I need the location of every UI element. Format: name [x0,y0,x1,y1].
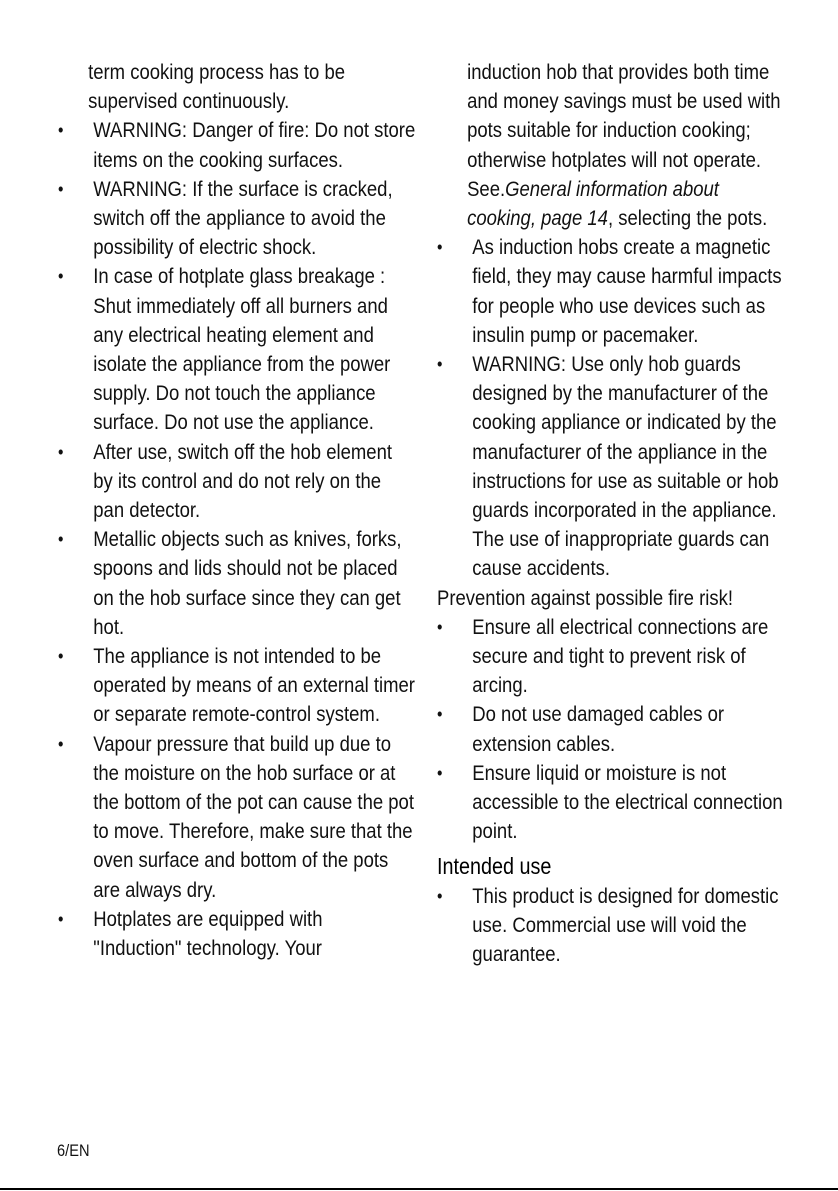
list-item-text: WARNING: Danger of fire: Do not store items on the cooking surfaces. [93,118,416,172]
list-item-text: In case of hotplate glass breakage : Shut immediately off all burners and any electrical heating element and isolate the appliance from the power supply. Do not touch the appliance surface. Do not use the appliance. [93,264,391,435]
bullet-icon: • [58,441,64,462]
bullet-icon: • [437,885,443,906]
list-item [58,905,416,963]
bullet-icon: • [58,733,64,754]
bullet-icon: • [437,237,443,258]
list-item [437,233,791,350]
left-column [58,58,416,963]
list-item-text: Vapour pressure that build up due to the moisture on the hob surface or at the bottom of the pot can cause the pot to move. Therefore, make sure that the oven surface and bottom of the pots are always dry. [93,731,414,902]
bullet-icon: • [437,762,443,783]
list-item-text: Ensure liquid or moisture is not accessible to the electrical connection point. [472,760,783,844]
list-item [437,700,791,758]
bullet-icon: • [437,704,443,725]
list-item-text: As induction hobs create a magnetic field, they may cause harmful impacts for people who use devices such as insulin pump or pacemaker. [472,235,782,347]
list-item-text: Do not use damaged cables or extension cables. [472,702,725,756]
continued-text: induction hob that provides both time and money savings must be used with pots suitable for induction cooking; otherwise hotplates will not operate. See. [467,60,781,201]
bullet-icon: • [437,354,443,375]
intended-use-heading: Intended use [437,853,552,880]
list-item [58,116,416,174]
list-item-text: Hotplates are equipped with "Induction" technology. Your [93,906,323,961]
bullet-icon: • [58,529,64,550]
continued-text-end: , selecting the pots. [607,206,768,231]
list-item-text: WARNING: Use only hob guards designed by the manufacturer of the cooking appliance or indicated by the manufacturer of the appliance in the instructions for use as suitable or hob guards incorporated in the appliance. The use of inappropriate guards can cause accidents. [472,352,779,581]
bullet-icon: • [58,266,64,287]
bullet-icon: • [58,120,64,141]
list-item [437,882,791,970]
list-item [58,730,416,905]
list-item-text: Ensure all electrical connections are secure and tight to prevent risk of arcing. [472,614,769,698]
fire-risk-heading: Prevention against possible fire risk! [437,585,733,610]
cross-reference-link: General information about cooking, page 14 [467,176,719,231]
list-item [58,525,416,642]
continued-paragraph [437,58,791,233]
bullet-icon: • [58,646,64,667]
list-item [58,262,416,437]
bottom-rule [0,1188,838,1190]
list-item-text: This product is designed for domestic use. Commercial use will void the guarantee. [472,883,779,967]
bullet-icon: • [58,178,64,199]
list-item [437,613,791,701]
list-item [437,350,791,584]
list-item [58,175,416,263]
page-number: 6/EN [57,1141,90,1160]
list-item [58,642,416,730]
list-item-text: Metallic objects such as knives, forks, spoons and lids should not be placed on the hob surface since they can get hot. [93,527,402,639]
list-item [437,759,791,847]
list-item [58,438,416,526]
continued-paragraph: term cooking process has to be supervised continuously. [88,60,346,114]
list-item-text: WARNING: If the surface is cracked, switch off the appliance to avoid the possibility of electric shock. [93,176,393,260]
list-item-text: After use, switch off the hob element by its control and do not rely on the pan detector. [93,439,393,523]
right-column [437,58,791,969]
bullet-icon: • [58,908,64,929]
list-item-text: The appliance is not intended to be operated by means of an external timer or separate remote-control system. [93,644,415,727]
bullet-icon: • [437,616,443,637]
